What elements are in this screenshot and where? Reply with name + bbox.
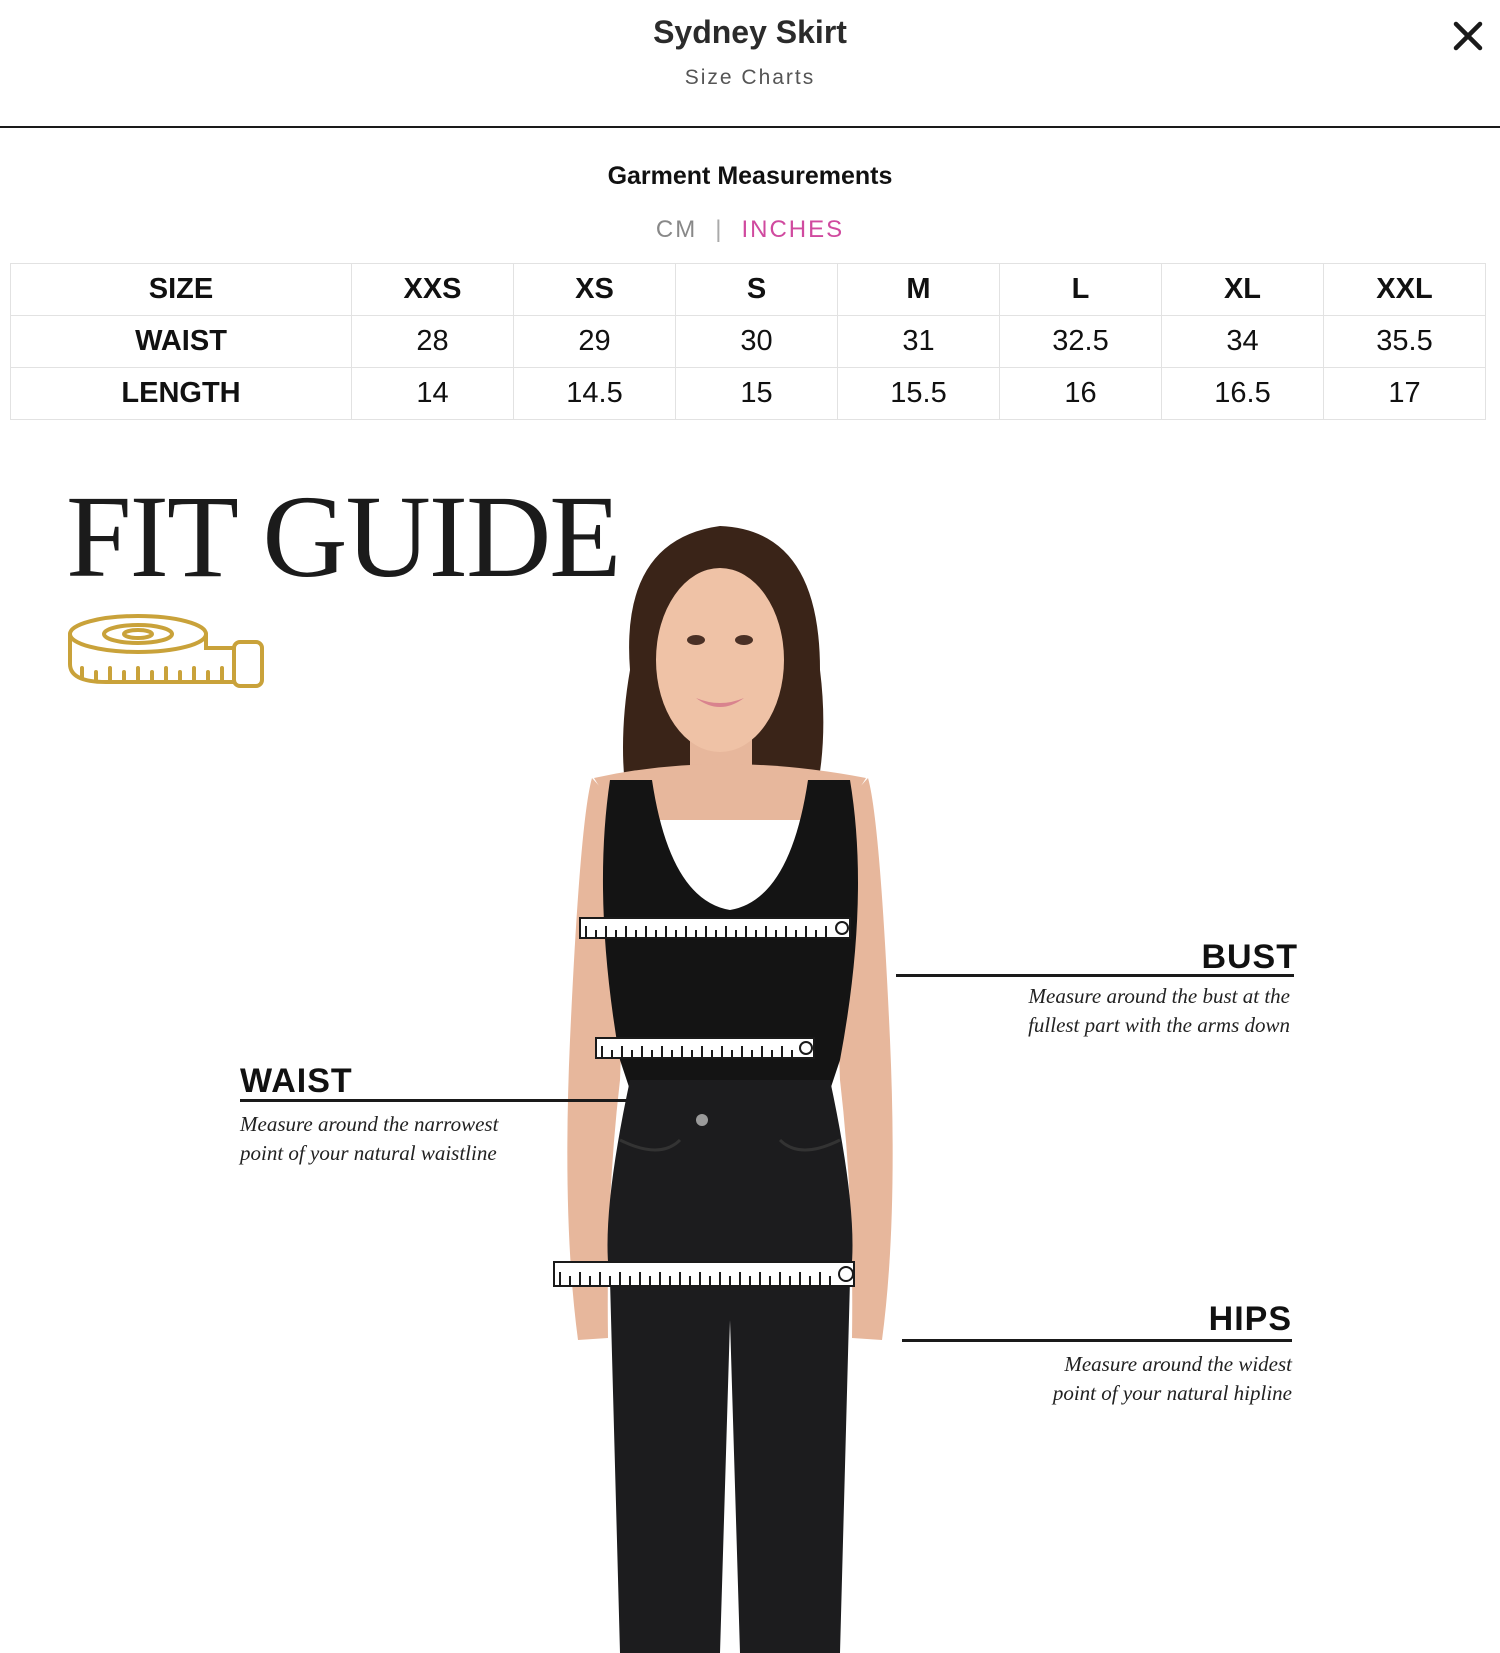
size-table [10,263,1486,420]
waist-label: WAIST [240,1062,353,1100]
table-cell: 30 [676,316,838,368]
hips-leader-line [902,1339,1292,1342]
table-cell: XXS [352,264,514,316]
table-cell: 17 [1324,368,1486,420]
hips-description-line: Measure around the widest [1064,1352,1292,1376]
table-cell: 16.5 [1162,368,1324,420]
bust-label: BUST [1201,938,1298,976]
table-cell: M [838,264,1000,316]
bust-tape [580,918,850,938]
hips-tape [554,1262,854,1286]
bust-description [980,982,1290,1040]
unit-separator: | [715,216,724,243]
row-label: SIZE [11,264,352,316]
hips-label: HIPS [1208,1300,1292,1338]
table-row-length [11,368,1486,420]
waist-description [240,1110,570,1168]
close-button[interactable] [1446,14,1490,58]
product-title: Sydney Skirt [653,14,847,50]
table-cell: 14 [352,368,514,420]
table-cell: XL [1162,264,1324,316]
table-cell: 14.5 [514,368,676,420]
table-cell: 15 [676,368,838,420]
waist-tape [596,1038,814,1058]
measuring-tape-icon [66,612,266,698]
model-figure [520,520,940,1653]
section-title: Garment Measurements [607,162,893,190]
table-cell: 15.5 [838,368,1000,420]
table-cell: XXL [1324,264,1486,316]
modal-header [0,0,1500,128]
table-cell: 35.5 [1324,316,1486,368]
modal-subtitle: Size Charts [684,66,816,89]
waist-description-line: point of your natural waistline [240,1141,497,1165]
close-icon [1446,14,1490,58]
unit-inches-option[interactable]: INCHES [741,216,845,243]
table-row-size [11,264,1486,316]
table-cell: 34 [1162,316,1324,368]
row-label: WAIST [11,316,352,368]
hips-description [990,1350,1292,1408]
table-cell: 28 [352,316,514,368]
table-cell: 16 [1000,368,1162,420]
unit-cm-option[interactable]: CM [655,216,698,243]
table-cell: L [1000,264,1162,316]
table-cell: 31 [838,316,1000,368]
table-cell: 32.5 [1000,316,1162,368]
table-cell: 29 [514,316,676,368]
waist-description-line: Measure around the narrowest [240,1112,499,1136]
row-label: LENGTH [11,368,352,420]
bust-description-line: fullest part with the arms down [1028,1013,1290,1037]
unit-toggle [0,216,1500,244]
table-cell: XS [514,264,676,316]
bust-description-line: Measure around the bust at the [1028,984,1290,1008]
fit-guide-title: FIT GUIDE [66,471,620,602]
hips-description-line: point of your natural hipline [1052,1381,1292,1405]
table-cell: S [676,264,838,316]
table-row-waist [11,316,1486,368]
